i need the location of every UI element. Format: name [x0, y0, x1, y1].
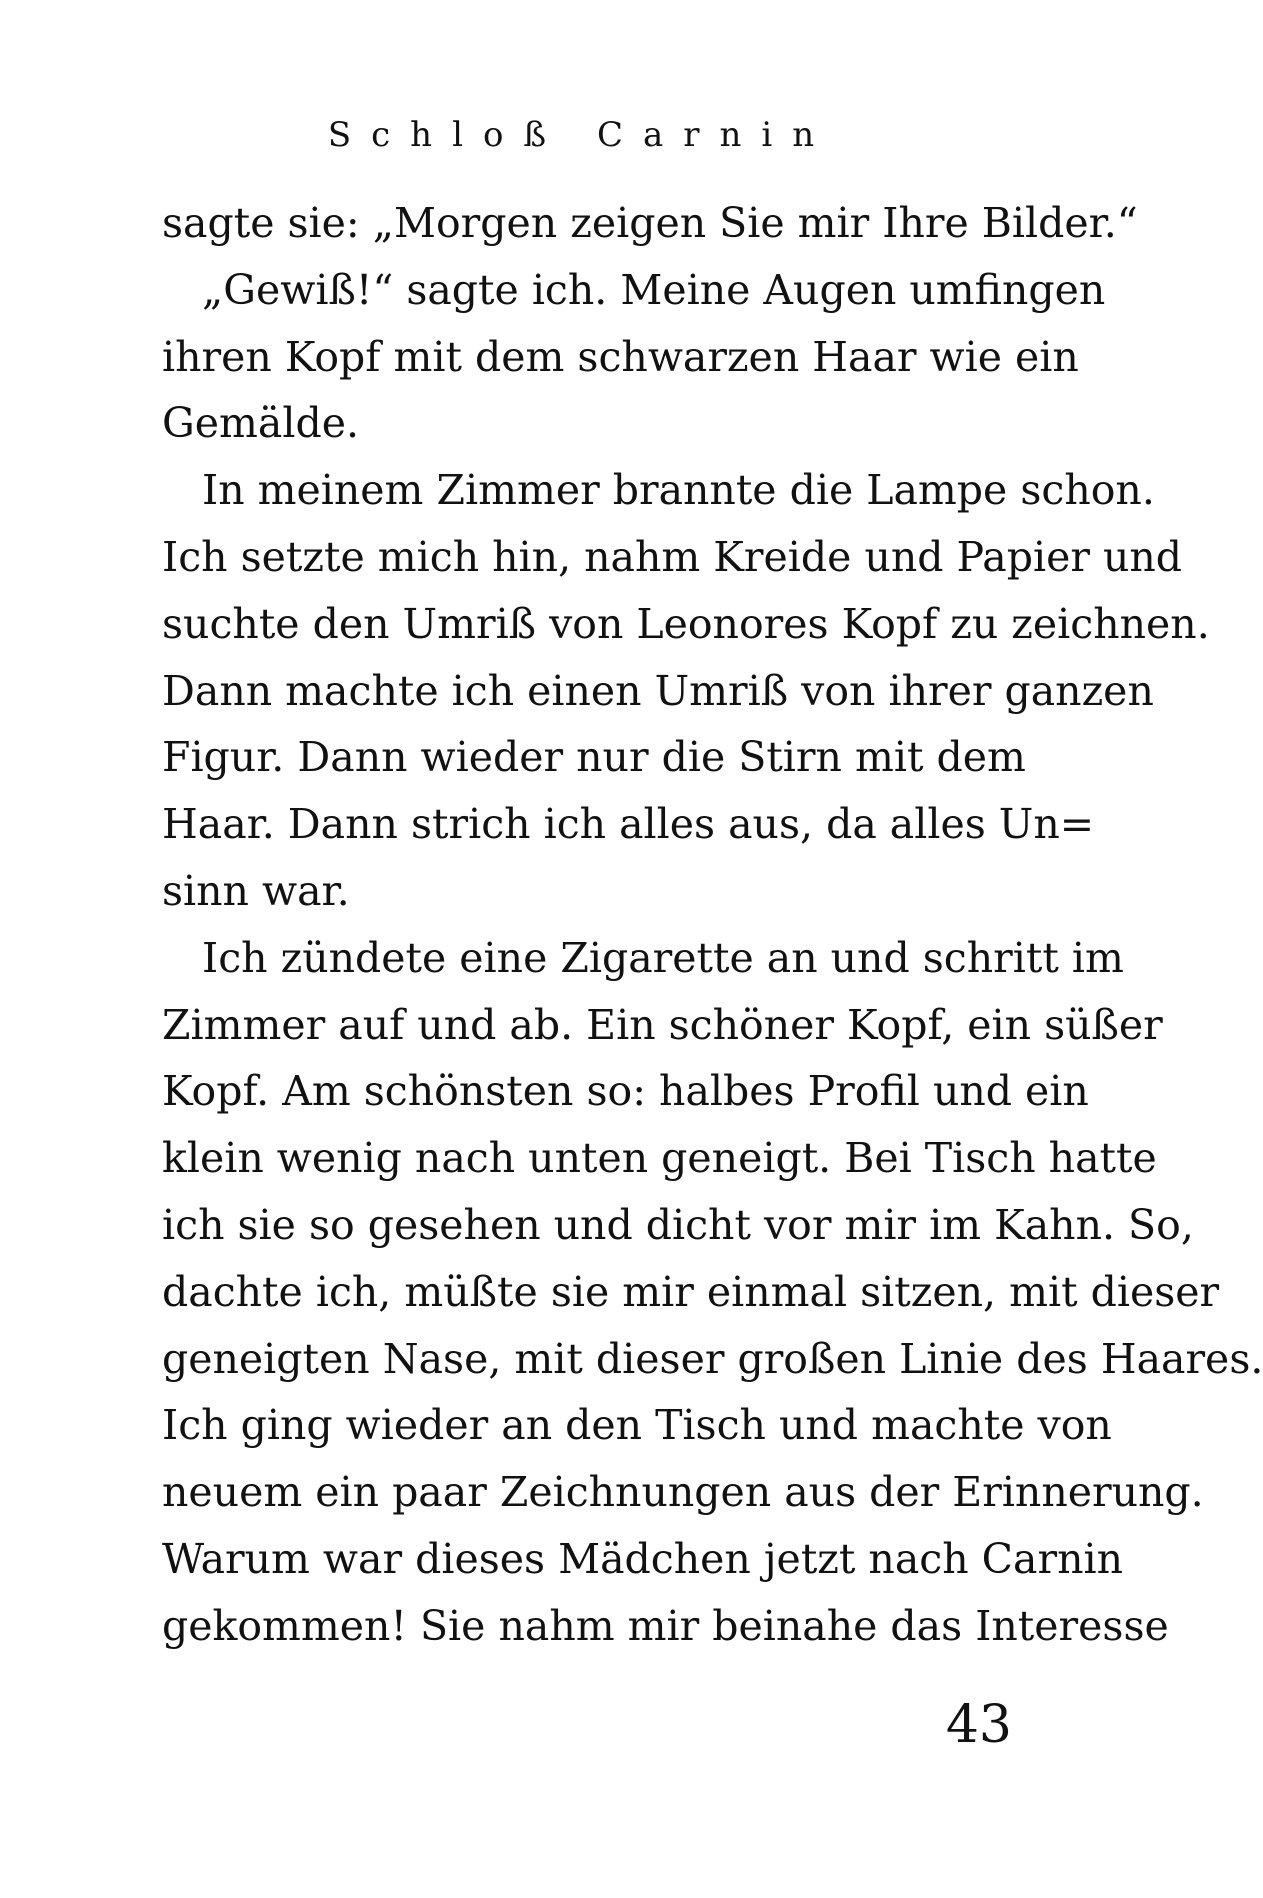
text-line: Gemälde. — [162, 399, 359, 448]
body-text — [162, 190, 1263, 1660]
text-line: Kopf. Am schönsten so: halbes Profil und ein — [162, 1067, 1089, 1116]
text-line: ich sie so gesehen und dicht vor mir im Kahn. So, — [162, 1200, 1194, 1249]
page-number: 43 — [945, 1695, 1012, 1755]
text-line: In meinem Zimmer brannte die Lampe schon. — [202, 466, 1155, 515]
text-line: Ich zündete eine Zigarette an und schritt im — [202, 933, 1124, 982]
text-line: „Gewiß!“ sagte ich. Meine Augen umfingen — [202, 265, 1106, 314]
text-line: Zimmer auf und ab. Ein schöner Kopf, ein süßer — [162, 1000, 1163, 1049]
text-line: Warum war dieses Mädchen jetzt nach Carnin — [162, 1534, 1123, 1583]
text-line: sinn war. — [162, 866, 350, 915]
text-line: Ich setzte mich hin, nahm Kreide und Papier und — [162, 532, 1183, 581]
text-line: geneigten Nase, mit dieser großen Linie des Haares. — [162, 1334, 1263, 1383]
text-line: Dann machte ich einen Umriß von ihrer ganzen — [162, 666, 1154, 715]
text-line: dachte ich, müßte sie mir einmal sitzen, mit dieser — [162, 1267, 1220, 1316]
text-line: klein wenig nach unten geneigt. Bei Tisch hatte — [162, 1134, 1157, 1183]
text-line: Figur. Dann wieder nur die Stirn mit dem — [162, 733, 1026, 782]
text-line: sagte sie: „Morgen zeigen Sie mir Ihre Bilder.“ — [162, 199, 1138, 247]
text-line: gekommen! Sie nahm mir beinahe das Interesse — [162, 1601, 1169, 1650]
running-head: Schloß Carnin — [327, 115, 835, 155]
text-line: suchte den Umriß von Leonores Kopf zu zeichnen. — [162, 599, 1210, 648]
text-line: neuem ein paar Zeichnungen aus der Erinnerung. — [162, 1468, 1204, 1517]
text-line: Haar. Dann strich ich alles aus, da alles Un= — [162, 800, 1095, 849]
text-line: Ich ging wieder an den Tisch und machte von — [162, 1401, 1112, 1450]
text-line: ihren Kopf mit dem schwarzen Haar wie ein — [162, 332, 1079, 381]
